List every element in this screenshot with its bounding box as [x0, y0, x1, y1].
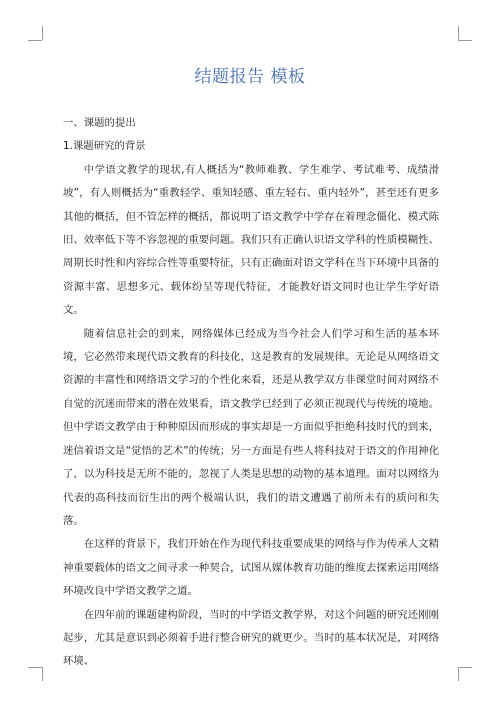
paragraph-1: 中学语文教学的现状,有人概括为“教师难教、学生难学、考试难考、成绩滑坡”，有人则概括为“重教轻学、重知轻感、重左轻右、重内轻外”，甚至还有更多其他的概括，但不管怎样的概括，都说明了语文教学中学存在着理念僵化、模式陈旧、效率低下等不容忽视的重要问题。我们只有正确认识语文学科的性质模糊性、周期长时性和内容综合性等重要特征，只有正确面对语文学科在当下环境中具备的资源丰富、思想多元、载体纷呈等现代特征，才能教好语文同时也让学生学好语文。 [63, 163, 439, 317]
crop-mark-bottom-right-vertical [458, 667, 459, 681]
document-title: 结题报告 模板 [194, 67, 306, 87]
document-body [63, 112, 439, 674]
crop-mark-top-right-vertical [458, 26, 459, 40]
crop-mark-top-left-vertical [42, 26, 43, 40]
crop-mark-bottom-left-vertical [42, 667, 43, 681]
crop-mark-top-left-horizontal [28, 40, 42, 41]
paragraph-3: 在这样的背景下，我们开始在作为现代科技重要成果的网络与作为传承人文精神重要载体的语文之间寻求一种契合，试图从媒体教育功能的维度去探索运用网络环境改良中学语文教学之道。 [63, 538, 439, 598]
crop-mark-top-right-horizontal [458, 40, 472, 41]
paragraph-4: 在四年前的课题建构阶段，当时的中学语文教学界，对这个问题的研究还刚刚起步，尤其是意识到必须着手进行整合研究的就更少。当时的基本状况是，对网络环境、 [63, 608, 439, 668]
paragraph-2: 随着信息社会的到来，网络媒体已经成为当今社会人们学习和生活的基本环境，它必然带来现代语文教育的科技化，这是教育的发展规律。无论是从网络语文资源的丰富性和网络语文学习的个性化来看，还是从教学双方非课堂时间对网络不自觉的沉迷而带来的潜在效果看，语文教学已经到了必须正视现代与传统的境地。但中学语文教学由于种种原因而形成的事实却是一方面似乎拒绝科技时代的到来，迷信着语文是“觉悟的艺术”的传统；另一方面是有些人将科技对于语文的作用神化了，以为科技是无所不能的，忽视了人类是思想的动物的基本道理。面对以网络为代表的高科技而衍生出的两个极端认识，我们的语文遭遇了前所未有的质问和失落。 [63, 327, 439, 527]
section-heading: 一、课题的提出 [63, 117, 136, 129]
crop-mark-bottom-right-horizontal [458, 667, 472, 668]
crop-mark-bottom-left-horizontal [28, 667, 42, 668]
subsection-heading: 1.课题研究的背景 [63, 140, 146, 153]
